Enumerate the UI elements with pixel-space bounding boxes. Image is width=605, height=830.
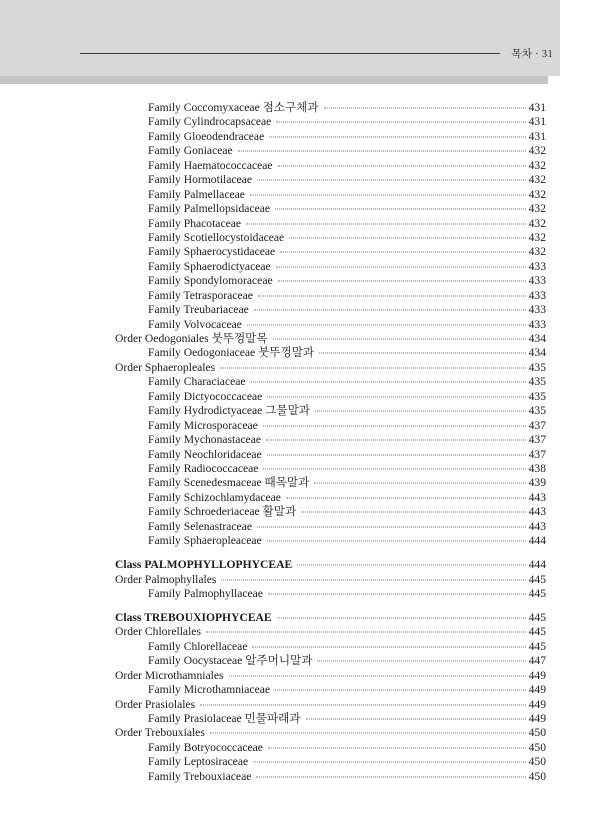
toc-entry-page: 433	[528, 317, 546, 331]
toc-entry	[115, 611, 546, 625]
toc-entry	[115, 245, 546, 259]
dot-leader	[253, 762, 525, 763]
toc-entry-page: 433	[528, 288, 546, 302]
dot-leader	[277, 617, 526, 618]
page-header-label: 목차 · 31	[511, 48, 553, 60]
toc-entry	[115, 188, 546, 202]
toc-entry	[115, 741, 546, 755]
toc-entry	[115, 289, 546, 303]
toc-entry-page: 450	[528, 726, 546, 740]
dot-leader	[268, 747, 526, 748]
dot-leader	[269, 136, 525, 137]
toc-entry-page: 432	[528, 230, 546, 244]
toc-entry-label: Family Volvocaceae	[148, 317, 242, 331]
dot-leader	[266, 440, 526, 441]
toc-entry-page: 434	[528, 332, 546, 345]
toc-entry-label: Family Oocystaceae 알주머니말과	[148, 654, 313, 668]
dot-leader	[275, 209, 526, 210]
header-shadow-strip	[0, 76, 548, 84]
toc-entry-label: Family Goniaceae	[148, 144, 233, 158]
toc-entry-page: 433	[528, 303, 546, 317]
toc-entry-page: 431	[528, 129, 546, 143]
toc-entry-label: Family Selenastraceae	[148, 519, 252, 533]
dot-leader	[258, 295, 526, 296]
toc-entry	[115, 375, 546, 389]
toc-entry	[115, 505, 546, 519]
toc-entry-page: 447	[528, 654, 546, 668]
toc-entry	[115, 231, 546, 245]
toc-entry-page: 432	[528, 173, 546, 187]
toc-entry-page: 449	[528, 711, 546, 725]
toc-entry	[115, 202, 546, 216]
toc-entry	[115, 625, 546, 639]
header-band	[0, 0, 560, 76]
toc-entry-page: 432	[528, 144, 546, 158]
toc-entry	[115, 573, 546, 587]
toc-entry	[115, 520, 546, 534]
toc-entry-page: 445	[528, 639, 546, 653]
toc-entry-label: Order Sphaeropleales	[115, 360, 216, 374]
toc-entry-label: Order Microthamniales	[115, 668, 224, 682]
dot-leader	[314, 483, 525, 484]
toc-entry-label: Family Spondylomoraceae	[148, 274, 273, 288]
toc-entry-page: 437	[528, 418, 546, 432]
toc-entry	[115, 159, 546, 173]
toc-entry-label: Family Oedogoniaceae 붓뚜껑말과	[148, 346, 315, 360]
toc-entry-label: Family Gloeodendraceae	[148, 129, 265, 143]
dot-leader	[268, 593, 526, 594]
toc-entry-label: Family Tetrasporaceae	[148, 288, 253, 302]
toc-entry-page: 445	[528, 625, 546, 639]
toc-entry-label: Family Prasiolaceae 민물파래과	[148, 711, 301, 725]
dot-leader	[301, 512, 525, 513]
toc-entry-page: 443	[528, 519, 546, 533]
toc-entry-label: Class TREBOUXIOPHYCEAE	[115, 610, 272, 624]
toc-entry-label: Family Treubariaceae	[148, 303, 249, 317]
toc-entry	[115, 217, 546, 231]
toc-entry-label: Family Microthamniaceae	[148, 683, 271, 697]
toc-entry	[115, 361, 546, 375]
toc-entry-label: Family Sphaerocystidaceae	[148, 245, 276, 259]
dot-leader	[276, 122, 525, 123]
toc-entry	[115, 130, 546, 144]
toc-entry-page: 433	[528, 274, 546, 288]
dot-leader	[317, 661, 525, 662]
toc-entry-label: Family Phacotaceae	[148, 216, 242, 230]
dot-leader	[278, 165, 526, 166]
toc-entry-label: Family Cylindrocapsaceae	[148, 115, 272, 129]
toc-entry-page: 439	[528, 476, 546, 490]
toc-entry-page: 443	[528, 490, 546, 504]
toc-entry-page: 437	[528, 447, 546, 461]
dot-leader	[220, 367, 525, 368]
toc-entry	[115, 115, 546, 129]
dot-leader	[278, 281, 526, 282]
dot-leader	[229, 675, 526, 676]
toc-entry	[115, 654, 546, 668]
toc-entry	[115, 698, 546, 712]
dot-leader	[247, 324, 526, 325]
toc-entry	[115, 318, 546, 332]
toc-entry	[115, 101, 546, 115]
toc-entry-label: Family Schizochlamydaceae	[148, 490, 281, 504]
dot-leader	[246, 223, 526, 224]
toc-entry-label: Family Palmophyllaceae	[148, 586, 263, 600]
dot-leader	[263, 468, 525, 469]
dot-leader	[315, 411, 526, 412]
toc-entry-label: Family Trebouxiaceae	[148, 769, 252, 783]
toc-entry-label: Family Sphaeropleaceae	[148, 534, 262, 548]
toc-entry-label: Order Trebouxiales	[115, 726, 205, 740]
toc-entry	[115, 419, 546, 433]
toc-entry-page: 435	[528, 389, 546, 403]
dot-leader	[210, 733, 526, 734]
toc-entry-page: 445	[528, 586, 546, 600]
toc-entry-label: Family Neochloridaceae	[148, 447, 262, 461]
toc-entry	[115, 683, 546, 697]
dot-leader	[276, 266, 526, 267]
toc-entry-page: 438	[528, 461, 546, 475]
dot-leader	[319, 353, 526, 354]
toc-entry-page: 449	[528, 668, 546, 682]
dot-leader	[273, 339, 526, 340]
toc-entry	[115, 274, 546, 288]
toc-entry-label: Family Palmellaceae	[148, 187, 245, 201]
toc-entry-label: Order Prasiolales	[115, 697, 196, 711]
toc-entry	[115, 755, 546, 769]
dot-leader	[251, 382, 526, 383]
dot-leader	[221, 579, 525, 580]
toc-entry-page: 435	[528, 360, 546, 374]
dot-leader	[267, 396, 525, 397]
dot-leader	[257, 180, 526, 181]
toc-list	[115, 101, 546, 784]
dot-leader	[256, 776, 525, 777]
dot-leader	[286, 497, 526, 498]
toc-entry	[115, 587, 546, 601]
toc-entry	[115, 332, 546, 346]
dot-leader	[280, 252, 525, 253]
toc-entry-page: 444	[528, 558, 546, 572]
toc-entry	[115, 712, 546, 726]
toc-entry	[115, 669, 546, 683]
dot-leader	[252, 646, 525, 647]
dot-leader	[324, 108, 526, 109]
toc-entry-page: 432	[528, 158, 546, 172]
toc-entry-label: Family Scotiellocystoidaceae	[148, 230, 285, 244]
toc-entry-page: 435	[528, 375, 546, 389]
toc-entry-label: Family Hydrodictyaceae 그물말과	[148, 404, 310, 418]
toc-entry-label: Family Hormotilaceae	[148, 173, 252, 187]
dot-leader	[254, 310, 526, 311]
page-header	[80, 46, 553, 60]
toc-entry-label: Family Schroederiaceae 활말과	[148, 505, 297, 519]
dot-leader	[206, 632, 526, 633]
dot-leader	[250, 194, 526, 195]
toc-entry-page: 449	[528, 697, 546, 711]
toc-entry-page: 437	[528, 433, 546, 447]
toc-entry	[115, 404, 546, 418]
toc-entry-page: 450	[528, 769, 546, 783]
toc-entry	[115, 640, 546, 654]
toc-entry-label: Family Scenedesmaceae 때목말과	[148, 476, 310, 490]
toc-entry-page: 449	[528, 683, 546, 697]
toc-entry	[115, 433, 546, 447]
dot-leader	[275, 690, 526, 691]
toc-entry-label: Family Chlorellaceae	[148, 639, 248, 653]
toc-entry-page: 431	[528, 101, 546, 114]
toc-entry-label: Family Botryococcaceae	[148, 740, 263, 754]
toc-entry	[115, 173, 546, 187]
header-rule	[80, 53, 500, 54]
toc-entry-page: 450	[528, 740, 546, 754]
toc-entry	[115, 726, 546, 740]
dot-leader	[257, 526, 526, 527]
toc-entry-page: 445	[528, 610, 546, 624]
toc-entry-page: 450	[528, 755, 546, 769]
toc-entry-label: Order Chlorellales	[115, 625, 201, 639]
toc-entry	[115, 558, 546, 572]
toc-entry	[115, 534, 546, 548]
toc-entry-page: 443	[528, 505, 546, 519]
toc-entry	[115, 491, 546, 505]
toc-entry-page: 432	[528, 245, 546, 259]
toc-entry-page: 432	[528, 216, 546, 230]
toc-entry-label: Family Characiaceae	[148, 375, 246, 389]
toc-entry-page: 435	[528, 404, 546, 418]
toc-entry-label: Family Leptosiraceae	[148, 755, 249, 769]
dot-leader	[267, 454, 526, 455]
toc-entry-label: Family Coccomyxaceae 점소구체과	[148, 101, 319, 114]
toc-entry-label: Family Sphaerodictyaceae	[148, 259, 271, 273]
toc-entry-label: Family Palmellopsidaceae	[148, 202, 271, 216]
dot-leader	[297, 565, 525, 566]
toc-entry-page: 433	[528, 259, 546, 273]
toc-entry	[115, 448, 546, 462]
toc-entry-page: 432	[528, 202, 546, 216]
toc-entry	[115, 303, 546, 317]
toc-entry-page: 445	[528, 572, 546, 586]
dot-leader	[200, 704, 525, 705]
toc-entry-label: Family Mychonastaceae	[148, 433, 261, 447]
toc-entry-label: Family Haematococcaceae	[148, 158, 273, 172]
toc-entry	[115, 260, 546, 274]
toc-entry	[115, 346, 546, 360]
toc-entry	[115, 390, 546, 404]
toc-entry-page: 444	[528, 534, 546, 548]
toc-entry-label: Family Dictyococcaceae	[148, 389, 263, 403]
toc-entry-label: Family Microsporaceae	[148, 418, 258, 432]
toc-entry-label: Order Palmophyllales	[115, 572, 217, 586]
toc-entry-label: Class PALMOPHYLLOPHYCEAE	[115, 558, 293, 572]
toc-entry-page: 431	[528, 115, 546, 129]
dot-leader	[263, 425, 526, 426]
dot-leader	[289, 237, 525, 238]
dot-leader	[238, 151, 526, 152]
toc-entry	[115, 462, 546, 476]
dot-leader	[306, 718, 526, 719]
toc-entry-label: Order Oedogoniales 붓뚜껑말목	[115, 332, 268, 345]
dot-leader	[267, 541, 526, 542]
toc-entry	[115, 144, 546, 158]
toc-entry	[115, 476, 546, 490]
toc-entry-label: Family Radiococcaceae	[148, 461, 259, 475]
toc-entry	[115, 770, 546, 784]
toc-entry-page: 434	[528, 346, 546, 360]
toc-entry-page: 432	[528, 187, 546, 201]
